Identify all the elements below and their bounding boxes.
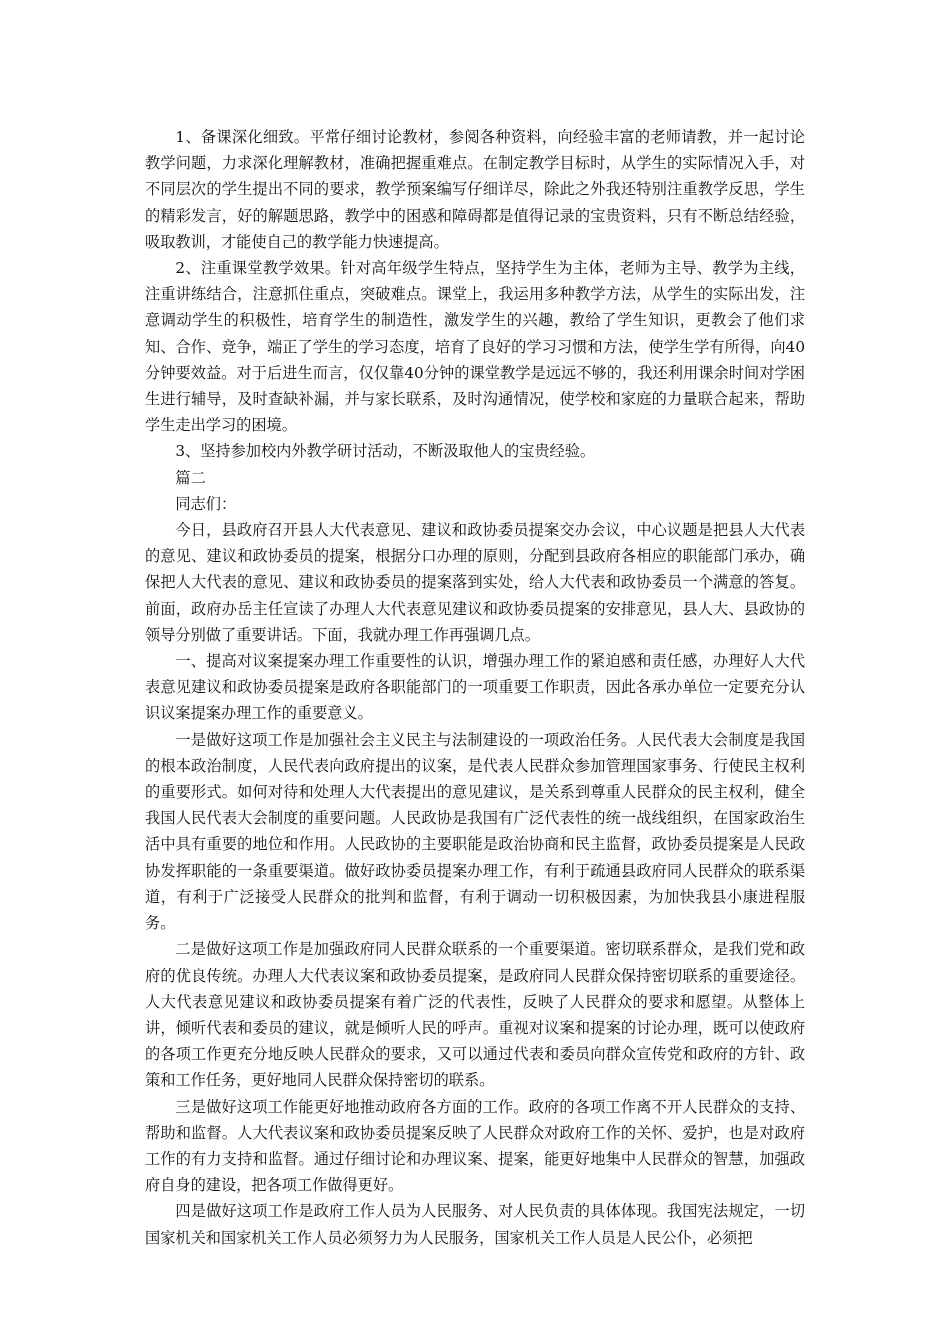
paragraph-third-reason: 三是做好这项工作能更好地推动政府各方面的工作。政府的各项工作离不开人民群众的支持、帮助和监督。人大代表议案和政协委员提案反映了人民群众对政府工作的关怀、爱护，也是对政府工作的有力支持和监督。通过仔细讨论和办理议案、提案，能更好地集中人民群众的智慧，加强政府自身的建设，把各项工作做得更好。 [145,1097,805,1195]
paragraph-second-reason: 二是做好这项工作是加强政府同人民群众联系的一个重要渠道。密切联系群众，是我们党和政府的优良传统。办理人大代表议案和政协委员提案，是政府同人民群众保持密切联系的重要途径。人大代表意见建议和政协委员提案有着广泛的代表性，反映了人民群众的要求和愿望。从整体上讲，倾听代表和委员的建议，就是倾听人民的呼声。重视对议案和提案的讨论办理，既可以使政府的各项工作更充分地反映人民群众的要求，又可以通过代表和委员向群众宣传党和政府的方针、政策和工作任务，更好地同人民群众保持密切的联系。 [145,940,805,1090]
section-heading: 篇二 [175,468,206,487]
document-body [145,124,805,1251]
paragraph-prep-lessons: 1、备课深化细致。平常仔细讨论教材，参阅各种资料，向经验丰富的老师请教，并一起讨论教学问题，力求深化理解教材，准确把握重难点。在制定教学目标时，从学生的实际情况入手，对不同层次的学生提出不同的要求，教学预案编写仔细详尽，除此之外我还特别注重教学反思，学生的精彩发言，好的解题思路，教学中的困惑和障碍都是值得记录的宝贵资料，只有不断总结经验，吸取教训，才能使自己的教学能力快速提高。 [145,128,805,251]
paragraph-point-one: 一、提高对议案提案办理工作重要性的认识，增强办理工作的紧迫感和责任感，办理好人大代表意见建议和政协委员提案是政府各职能部门的一项重要工作职责，因此各承办单位一定要充分认识议案提案办理工作的重要意义。 [145,652,805,723]
paragraph-teaching-research: 3、坚持参加校内外教学研讨活动，不断汲取他人的宝贵经验。 [175,442,596,461]
paragraph-meeting-intro: 今日，县政府召开县人大代表意见、建议和政协委员提案交办会议，中心议题是把县人大代表的意见、建议和政协委员的提案，根据分口办理的原则，分配到县政府各相应的职能部门承办，确保把人大代表的意见、建议和政协委员的提案落到实处，给人大代表和政协委员一个满意的答复。前面，政府办岳主任宣读了办理人大代表意见建议和政协委员提案的安排意见，县人大、县政协的领导分别做了重要讲话。下面，我就办理工作再强调几点。 [145,521,805,644]
paragraph-classroom-effect: 2、注重课堂教学效果。针对高年级学生特点，坚持学生为主体，老师为主导、教学为主线，注重讲练结合，注意抓住重点，突破难点。课堂上，我运用多种教学方法，从学生的实际出发，注意调动学生的积极性，培育学生的制造性，激发学生的兴趣，教给了学生知识，更教会了他们求知、合作、竞争，端正了学生的学习态度，培育了良好的学习习惯和方法，使学生学有所得，向40分钟要效益。对于后进生而言，仅仅靠40分钟的课堂教学是远远不够的，我还利用课余时间对学困生进行辅导，及时查缺补漏，并与家长联系，及时沟通情况，使学校和家庭的力量联合起来，帮助学生走出学习的困境。 [145,259,805,435]
paragraph-first-reason: 一是做好这项工作是加强社会主义民主与法制建设的一项政治任务。人民代表大会制度是我国的根本政治制度，人民代表向政府提出的议案，是代表人民群众参加管理国家事务、行使民主权利的重要形式。如何对待和处理人大代表提出的意见建议，是关系到尊重人民群众的民主权利，健全我国人民代表大会制度的重要问题。人民政协是我国有广泛代表性的统一战线组织，在国家政治生活中具有重要的地位和作用。人民政协的主要职能是政治协商和民主监督，政协委员提案是人民政协发挥职能的一条重要渠道。做好政协委员提案办理工作，有利于疏通县政府同人民群众的联系渠道，有利于广泛接受人民群众的批判和监督，有利于调动一切积极因素，为加快我县小康进程服务。 [145,730,805,933]
salutation: 同志们： [175,494,237,513]
paragraph-fourth-reason: 四是做好这项工作是政府工作人员为人民服务、对人民负责的具体体现。我国宪法规定，一切国家机关和国家机关工作人员必须努力为人民服务，国家机关工作人员是人民公仆，必须把 [145,1202,805,1247]
